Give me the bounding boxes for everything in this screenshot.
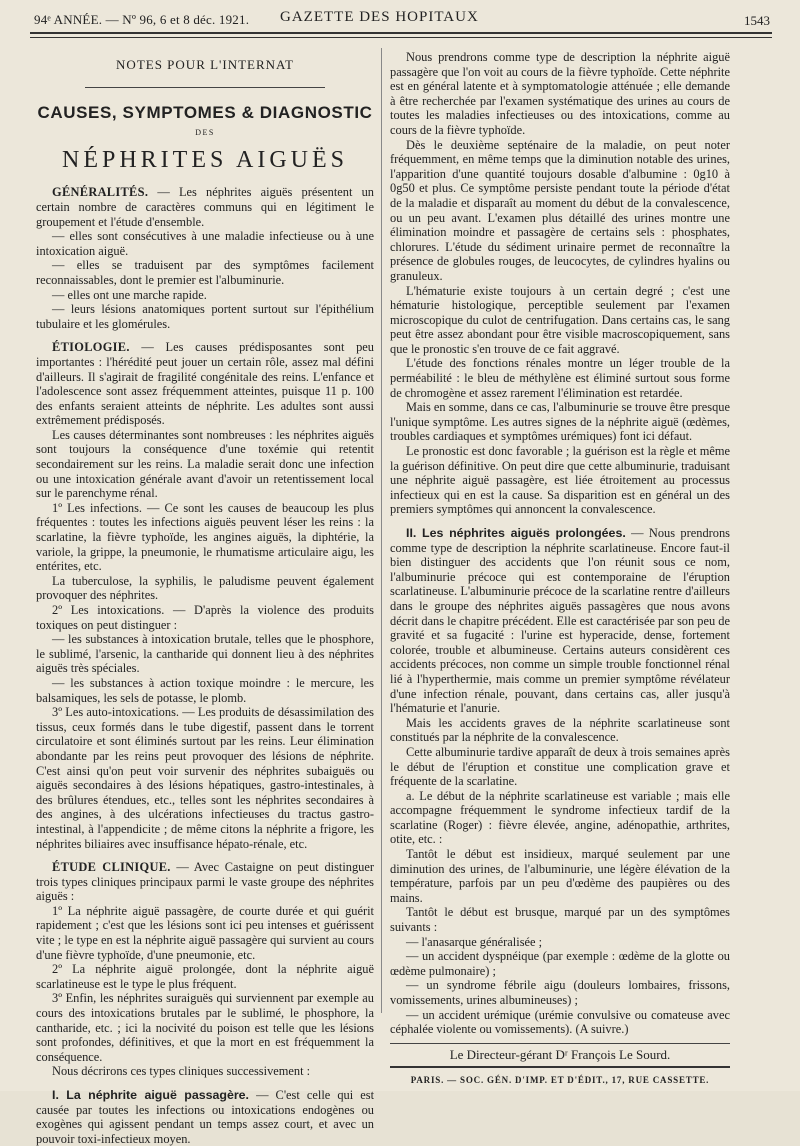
paragraph-text: La tuberculose, la syphilis, le paludisme peuvent également provoquer des néphrites.	[36, 573, 374, 603]
printer-line: PARIS. — SOC. GÉN. D'IMP. ET D'ÉDIT., 17, RUE CASSETTE.	[410, 1075, 710, 1086]
paragraph	[390, 789, 730, 847]
paragraph-text: Nous décrirons ces types cliniques successivement :	[52, 1064, 311, 1079]
paragraph	[390, 905, 730, 934]
paragraph	[390, 716, 730, 745]
paragraph-text: — elles se traduisent par des symptômes facilement reconnaissables, dont le premier est l'albuminurie.	[36, 258, 374, 287]
paragraph-text: — l'anasarque généralisée ;	[406, 934, 543, 949]
header-rule	[30, 32, 772, 34]
paragraph-text: — un accident dyspnéique (par exemple : œdème de la glotte ou œdème pulmonaire) ;	[390, 949, 730, 978]
paragraph-lead: II. Les néphrites aiguës prolongées.	[406, 526, 626, 540]
paragraph	[390, 138, 730, 284]
paragraph	[390, 444, 730, 517]
issue-info: 94ᵉ ANNÉE. — Nº 96, 6 et 8 déc. 1921.	[34, 12, 250, 27]
paragraph-lead: ÉTIOLOGIE.	[52, 340, 130, 355]
paragraph-text: L'étude des fonctions rénales montre un léger trouble de la perméabilité : le bleu de méthylène est éliminé surtout sous forme de chromogène et assez rarement l'élimination est retardée.	[390, 356, 730, 400]
paragraph	[390, 356, 730, 400]
director-signature: Le Directeur-gérant Dʳ François Le Sourd.	[449, 1046, 671, 1062]
paragraph-text: — les substances à action toxique moindre : le mercure, les balsamiques, les sels de potasse, le plomb.	[36, 675, 374, 705]
paragraph-text: 1º Les infections. — Ce sont les causes de beaucoup les plus fréquentes : toutes les infections aiguës peuvent léser les reins : la scarlatine, la fièvre typhoïde, les angines aiguës, la diphtérie, la variole, la grippe, la pneumonie, le rhumatisme articulaire aigu, les entérites, etc.	[36, 500, 374, 574]
paragraph	[390, 949, 730, 978]
paragraph-text: Nous prendrons comme type de description la néphrite aiguë passagère que l'on voit au cours de la fièvre typhoïde. Cette néphrite est en général latente et à symptomatologie atténuée ; elle demande à être recherchée par l'examen systématique des urines au cours de toutes les maladies infectieuses ou des intoxications, comme au cours de la fièvre typhoïde.	[390, 50, 730, 137]
paragraph	[36, 258, 374, 287]
paragraph-text: L'hématurie existe toujours à un certain degré ; c'est une hématurie histologique, perceptible seulement par l'examen microscopique du culot de centrifugation. Dans certains cas, le sang peut être assez abondant pour être visible macroscopiquement, sans que le pronostic s'en trouve de ce fait aggravé.	[390, 283, 730, 356]
paragraph-text: — elles sont consécutives à une maladie infectieuse ou à une intoxication aiguë.	[36, 229, 374, 258]
paragraph-text: — Les causes prédisposantes sont peu importantes : l'hérédité peut jouer un certain rôle, assez mal défini d'ailleurs. Il s'agirait de fragilité congénitale des reins. L'enfance et l'adolescence sont assez fréquemment atteintes, puisque 11 p. 100 des enfants seraient atteints de néphrite. Les adultes sont aussi extrêmement prédisposés.	[36, 340, 374, 428]
column-divider	[381, 48, 382, 1013]
paragraph	[36, 229, 374, 258]
paragraph	[390, 935, 730, 950]
article-title: CAUSES, SYMPTOMES & DIAGNOSTIC	[37, 102, 373, 122]
paragraph	[390, 526, 730, 716]
paragraph-text: 3º Enfin, les néphrites suraiguës qui surviennent par exemple au cours des intoxications brutales par le sublimé, le phosphore, la cantharide, etc. ; ici la nocivité du poison est telle que les lésions sont profondes, définitives, et que la mort en est fréquemment la conséquence.	[36, 991, 374, 1064]
article-title-connector: DES	[195, 128, 215, 138]
page-number: 1543	[744, 13, 770, 28]
section-heading: NOTES POUR L'INTERNAT	[116, 57, 294, 72]
paragraph-text: 1º La néphrite aiguë passagère, de courte durée et qui guérit rapidement ; c'est que les lésions sont ici peu intenses et guérissent vite ; le type en est la néphrite aiguë passagère qui survient au cours d'une fièvre typhoïde, d'une pneumonie, etc.	[36, 903, 374, 962]
paragraph-text: Mais les accidents graves de la néphrite scarlatineuse sont constitués par la néphrite de la convalescence.	[390, 715, 730, 745]
paragraph	[36, 340, 374, 428]
left-column	[36, 48, 374, 1146]
paragraph-text: — un syndrome fébrile aigu (douleurs lombaires, frissons, vomissements, urines albumineuses) ;	[390, 978, 730, 1007]
paragraph-text: Mais en somme, dans ce cas, l'albuminurie se trouve être presque l'unique symptôme. Les autres signes de la néphrite aiguë (œdèmes, troubles cardiaques et symptômes urémiques) font ici défaut.	[390, 400, 730, 444]
paragraph	[36, 962, 374, 991]
right-column	[390, 50, 730, 1088]
paragraph-lead: I. La néphrite aiguë passagère.	[52, 1088, 250, 1102]
footer	[390, 1043, 730, 1088]
paragraph-text: Cette albuminurie tardive apparaît de deux à trois semaines après le début de l'éruption et constitue une complication grave et fréquente de la scarlatine.	[390, 744, 730, 789]
paragraph	[390, 400, 730, 444]
paragraph	[390, 745, 730, 789]
paragraph-lead: ÉTUDE CLINIQUE.	[52, 860, 171, 875]
paragraph-text: Tantôt le début est brusque, marqué par un des symptômes suivants :	[390, 905, 730, 935]
paragraph-text: — Les néphrites aiguës présentent un certain nombre de caractères communs qui en légitiment le groupement et l'étude d'ensemble.	[36, 185, 374, 229]
paragraph	[36, 185, 374, 229]
paragraph-text: Dès le deuxième septénaire de la maladie, on peut noter fréquemment, en même temps que la diminution notable des urines, l'apparition d'une quantité toujours dosable d'albumine : 0g10 à 0g50 et plus. Ce symptôme persiste pendant toute la période d'état de la maladie et disparaît au moment du début de la convalescence, ou un peu avant. L'examen plus détaillé des urines montre une élimination moindre et passagère de certains sels : phosphates, chlorures. L'étude du sédiment urinaire permet de reconnaître la présence de globules rouges, de leucocytes, de cylindres hyalins ou granuleux.	[390, 137, 730, 283]
paragraph	[36, 705, 374, 851]
paragraph	[36, 574, 374, 603]
article-subject: NÉPHRITES AIGUËS	[61, 146, 348, 173]
paragraph-text: Les causes déterminantes sont nombreuses : les néphrites aiguës sont toujours la conséquence d'une toxémie qui retentit secondairement sur les reins. La maladie serait donc une infection ou une intoxication générale avant d'avoir un retentissement local sur le parenchyme rénal.	[36, 427, 374, 501]
paragraph-text: Le pronostic est donc favorable ; la guérison est la règle et même la guérison définitive. On peut dire que cette albuminurie, traduisant une néphrite aiguë passagère, est liée étroitement au processus infectieux qui en est la cause. Sa disparition est en général un des premiers symptômes qui annoncent la convalescence.	[390, 444, 730, 517]
journal-title: GAZETTE DES HOPITAUX	[280, 9, 479, 25]
paragraph	[36, 302, 374, 331]
paragraph	[36, 1088, 374, 1146]
paragraph	[390, 978, 730, 1007]
paragraph	[36, 904, 374, 962]
paragraph-text: 2º Les intoxications. — D'après la violence des produits toxiques on peut distinguer :	[36, 603, 374, 632]
paragraph-text: — Avec Castaigne on peut distinguer trois types cliniques principaux parmi le vaste groupe des néphrites aiguës :	[36, 860, 374, 904]
paragraph	[36, 1064, 374, 1079]
paragraph-text: — leurs lésions anatomiques portent surtout sur l'épithélium tubulaire et les glomérules.	[36, 302, 374, 331]
paragraph	[390, 847, 730, 905]
header-rule-thin	[30, 37, 772, 38]
paragraph-text: — C'est celle qui est causée par toutes les infections ou intoxications endogènes ou exogènes qui agissent pendant un temps assez court, et avec un pouvoir toxi-infectieux moyen.	[36, 1088, 375, 1146]
paragraph	[36, 860, 374, 904]
paragraph	[390, 50, 730, 138]
paragraph	[36, 501, 374, 574]
paragraph	[390, 284, 730, 357]
paragraph	[36, 603, 374, 632]
footer-rule-thick	[390, 1066, 730, 1068]
paragraph-text: — les substances à intoxication brutale, telles que le phosphore, le sublimé, l'arsenic, la cantharide qui donnent lieu à des néphrites aiguës très spéciales.	[36, 632, 374, 676]
paragraph-text: a. Le début de la néphrite scarlatineuse est variable ; mais elle accompagne fréquemment le syndrome infectieux tardif de la scarlatine (Roger) : fièvre élevée, angine, adénopathie, arthrites, otite, etc. :	[390, 788, 730, 847]
paragraph-text: — Nous prendrons comme type de description la néphrite scarlatineuse. Encore faut-il bien distinguer des accidents que l'on réunit sous ce nom, l'albuminurie précoce qui est contemporaine de l'éruption scarlatineuse. L'albuminurie précoce de la scarlatine rentre d'ailleurs dans le groupe des néphrites aiguës passagères que nous avons décrit dans le chapitre précédent. Elle est caractérisée par son peu de gravité et sa fugacité : l'urine est hyperacide, dense, fortement colorée, trouble et albumineuse. Certains auteurs considèrent ces accidents précoces, non comme un simple trouble fonctionnel rénal lié à l'hyperthermie, mais comme un premier symptôme révélateur d'une infection rénale, pouvant, dans certains cas, aller jusqu'à l'hématurie et l'anurie.	[390, 526, 730, 716]
paragraph-text: 2º La néphrite aiguë prolongée, dont la néphrite aiguë scarlatineuse est le type le plus fréquent.	[36, 962, 374, 991]
paragraph	[36, 676, 374, 705]
footer-rule	[390, 1043, 730, 1044]
section-rule	[85, 87, 325, 88]
paragraph	[36, 288, 374, 303]
paragraph-text: 3º Les auto-intoxications. — Les produits de désassimilation des tissus, ceux formés dans le tube digestif, passent dans le torrent circulatoire et sont éliminés surtout par les reins. Leur élimination abondante par les reins peut provoquer des lésions de néphrite. C'est ainsi qu'on peut voir survenir des néphrites subaiguës ou aiguës secondaires à des lésions hépatiques, gastro-intestinales, à des brûlures étendues, etc., telles sont les néphrites secondaires à des angines, à des ulcérations infectieuses du tractus gastro-intestinal, à l'appendicite ; de même citons la néphrite a frigore, les néphrites biliaires avec insuffisance hépato-rénale, etc.	[36, 705, 374, 851]
paragraph-lead: GÉNÉRALITÉS.	[52, 185, 149, 200]
paragraph	[390, 1008, 730, 1037]
paragraph-text: — elles ont une marche rapide.	[52, 287, 207, 302]
paragraph-text: Tantôt le début est insidieux, marqué seulement par une diminution des urines, de l'albuminurie, une légère élévation de la température, parfois par un peu d'œdème des paupières ou des mains.	[390, 847, 730, 905]
paragraph	[36, 991, 374, 1064]
paragraph-text: — un accident urémique (urémie convulsive ou comateuse avec céphalée violente ou vomissements). (A suivre.)	[390, 1007, 730, 1037]
paragraph	[36, 632, 374, 676]
paragraph	[36, 428, 374, 501]
